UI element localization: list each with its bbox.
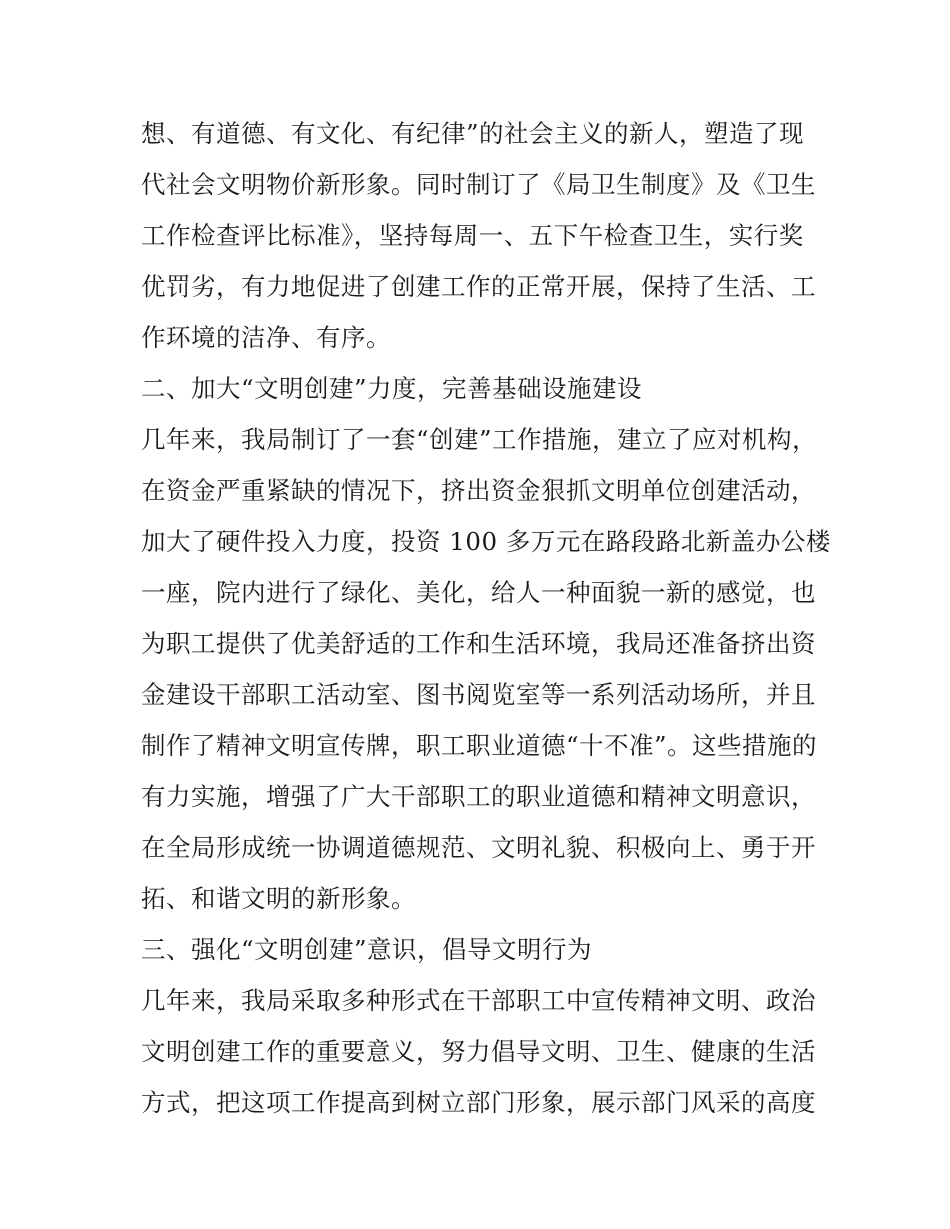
section-heading-3: 三、强化“文明创建”意识，倡导文明行为 — [141, 935, 593, 964]
text-line: 拓、和谐文明的新形象。 — [141, 884, 416, 913]
text-line: 制作了精神文明宣传牌，职工职业道德“十不准”。这些措施的 — [141, 731, 818, 760]
text-line: 方式，把这项工作提高到树立部门形象，展示部门风采的高度 — [141, 1088, 816, 1117]
text-line: 几年来，我局制订了一套“创建”工作措施，建立了应对机构， — [141, 425, 818, 454]
document-body — [141, 108, 831, 1128]
text-line: 工作检查评比标准》，坚持每周一、五下午检查卫生，实行奖 — [141, 221, 804, 250]
text-line: 金建设干部职工活动室、图书阅览室等一系列活动场所，并且 — [141, 680, 816, 709]
text-line: 在资金严重紧缺的情况下，挤出资金狠抓文明单位创建活动， — [141, 476, 816, 505]
text-line: 加大了硬件投入力度，投资 100 多万元在路段路北新盖办公楼 — [141, 527, 831, 556]
text-line: 一座，院内进行了绿化、美化，给人一种面貌一新的感觉，也 — [141, 578, 816, 607]
text-line: 几年来，我局采取多种形式在干部职工中宣传精神文明、政治 — [141, 986, 816, 1015]
section-heading-2: 二、加大“文明创建”力度，完善基础设施建设 — [141, 374, 643, 403]
text-line: 代社会文明物价新形象。同时制订了《局卫生制度》及《卫生 — [141, 170, 816, 199]
text-line: 文明创建工作的重要意义，努力倡导文明、卫生、健康的生活 — [141, 1037, 816, 1066]
text-line: 在全局形成统一协调道德规范、文明礼貌、积极向上、勇于开 — [141, 833, 816, 862]
text-line: 为职工提供了优美舒适的工作和生活环境，我局还准备挤出资 — [141, 629, 816, 658]
text-line: 有力实施，增强了广大干部职工的职业道德和精神文明意识， — [141, 782, 816, 811]
text-line: 优罚劣，有力地促进了创建工作的正常开展，保持了生活、工 — [141, 272, 816, 301]
text-line: 想、有道德、有文化、有纪律”的社会主义的新人，塑造了现 — [141, 119, 805, 148]
text-line: 作环境的洁净、有序。 — [141, 323, 391, 352]
